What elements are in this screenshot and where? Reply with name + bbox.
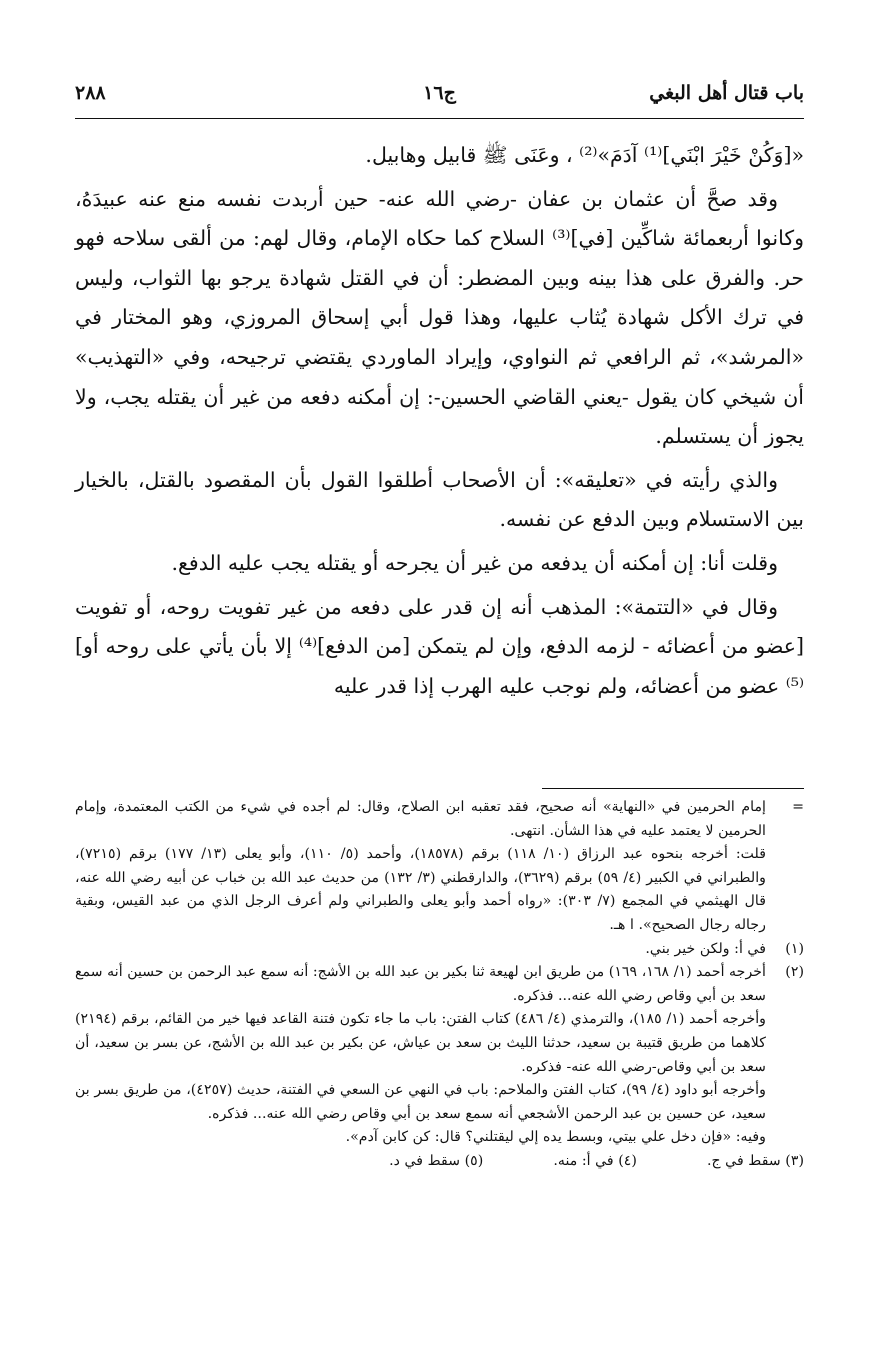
paragraph-3: والذي رأيته في «تعليقه»: أن الأصحاب أطلقوا القول بأن المقصود بالقتل، بالخيار بين الاستسلام وبين الدفع عن نفسه. bbox=[75, 467, 804, 532]
footnote-text: سقط في ج. bbox=[706, 1152, 781, 1169]
footnote-number: (٥) bbox=[464, 1152, 484, 1169]
footnote-5 bbox=[389, 1150, 483, 1174]
footnote-separator bbox=[542, 788, 804, 789]
footnote-2 bbox=[75, 961, 804, 1150]
footnotes bbox=[75, 796, 804, 1174]
footnote-text: في أ: منه. bbox=[553, 1152, 614, 1169]
footnote-1 bbox=[75, 938, 804, 962]
continuation-marker: = bbox=[792, 799, 804, 815]
paragraph-1: «[وَكُنْ خَيْرَ ابْنَي]⁽¹⁾ آدَمَ»⁽²⁾ ، وعَنَى ﷺ قابيل وهابيل. bbox=[365, 143, 804, 167]
footnote-number: (٢) bbox=[785, 964, 804, 981]
footnote-line: وأخرجه أبو داود (٤/ ٩٩)، كتاب الفتن والملاحم: باب في النهي عن السعي في الفتنة، حديث (٤٢٥٧)، من طريق بسر بن سعيد، عن حسين بن عبد الرحمن الأشجعي أنه سمع سعد بن أبي وقاص رضي الله عنه... فذكره. bbox=[75, 1082, 766, 1122]
footnote-continuation bbox=[75, 796, 804, 938]
footnote-line: إمام الحرمين في «النهاية» أنه صحيح، فقد تعقبه ابن الصلاح، وقال: لم أجده في شيء من الكتب المعتمدة، وإمام الحرمين لا يعتمد عليه في هذا الشأن. انتهى. bbox=[75, 799, 766, 839]
main-text bbox=[75, 136, 804, 710]
footnote-number: (٣) bbox=[785, 1152, 804, 1169]
footnote-text: في أ: ولكن خير بني. bbox=[645, 940, 766, 957]
footnote-number: (٤) bbox=[618, 1152, 637, 1169]
footnote-3 bbox=[707, 1150, 804, 1174]
footnote-line: وفيه: «فإن دخل علي بيتي، وبسط يده إلي ليقتلني؟ قال: كن كابن آدم». bbox=[345, 1129, 766, 1146]
paragraph-5: وقال في «التتمة»: المذهب أنه إن قدر على دفعه من غير تفويت روحه، أو تفويت [عضو من أعضائه - لزمه الدفع، وإن لم يتمكن [من الدفع]⁽⁴⁾ إلا بأن يأتي على روحه أو]⁽⁵⁾ عضو من أعضائه، ولم نوجب عليه الهرب إذا قدر عليه bbox=[75, 594, 804, 698]
footnote-line: وأخرجه أحمد (١/ ١٨٥)، والترمذي (٤/ ٤٨٦) كتاب الفتن: باب ما جاء تكون فتنة القاعد فيها خير من القائم، برقم (٢١٩٤) كلاهما من طريق قتيبة بن سعيد، حدثنا الليث بن سعد بن عياش، عن بكير بن عبد الله بن الأشج، عن بسر بن سعيد، أن سعد بن أبي وقاص-رضي الله عنه- فذكره. bbox=[75, 1011, 767, 1075]
page-number: ٢٨٨ bbox=[75, 82, 106, 104]
footnote-4 bbox=[553, 1150, 637, 1174]
footnotes-3-5 bbox=[75, 1150, 804, 1174]
footnote-number: (١) bbox=[785, 940, 804, 957]
volume-label: ج١٦ bbox=[423, 82, 456, 104]
chapter-title: باب قتال أهل البغي bbox=[649, 82, 804, 104]
footnote-line: أخرجه أحمد (١/ ١٦٨، ١٦٩) من طريق ابن لهيعة ثنا بكير بن عبد الله بن الأشج: أنه سمع عبد الرحمن بن حسين أنه سمع سعد بن أبي وقاص رضي الله عنه... فذكره. bbox=[75, 964, 766, 1004]
footnote-line: قلت: أخرجه بنحوه عبد الرزاق (١٠/ ١١٨) برقم (١٨٥٧٨)، وأحمد (٥/ ١١٠)، وأبو يعلى (١٣/ ١٧٧) برقم (٧٢١٥)، والطبراني في الكبير (٤/ ٥٩) برقم (٣٦٢٩)، والدارقطني (٣/ ١٣٢) من حديث عبد الله بن خباب عن أبيه رضي الله عنه، قال الهيثمي في المجمع (٧/ ٣٠٣): «رواه أحمد وأبو يعلى والطبراني ولم أعرف الرجل الذي من عبد القيس، وبقية رجاله رجال الصحيح». ا هـ. bbox=[75, 846, 767, 933]
paragraph-2: وقد صحَّ أن عثمان بن عفان -رضي الله عنه- حين أربدت نفسه منع عنه عبيدَهُ، وكانوا أربعمائة شاكِّين [في]⁽³⁾ السلاح كما حكاه الإمام، وقال لهم: من ألقى سلاحه فهو حر. والفرق على هذا بينه وبين المضطر: أن في القتل شهادة يرجو بها الثواب، وليس في ترك الأكل شهادة يُثاب عليها، وهذا قول أبي إسحاق المروزي، وهو المختار في «المرشد»، ثم الرافعي ثم النواوي، وإيراد الماوردي يقتضي ترجيحه، وفي «التهذيب» أن شيخي كان يقول -يعني القاضي الحسين-: إن أمكنه دفعه من غير أن يقتله يجب، ولا يجوز أن يستسلم. bbox=[75, 186, 804, 449]
footnote-text: سقط في د. bbox=[389, 1152, 461, 1169]
paragraph-4: وقلت أنا: إن أمكنه أن يدفعه من غير أن يجرحه أو يقتله يجب عليه الدفع. bbox=[171, 550, 778, 575]
page-header bbox=[75, 82, 804, 114]
header-rule bbox=[75, 118, 804, 119]
